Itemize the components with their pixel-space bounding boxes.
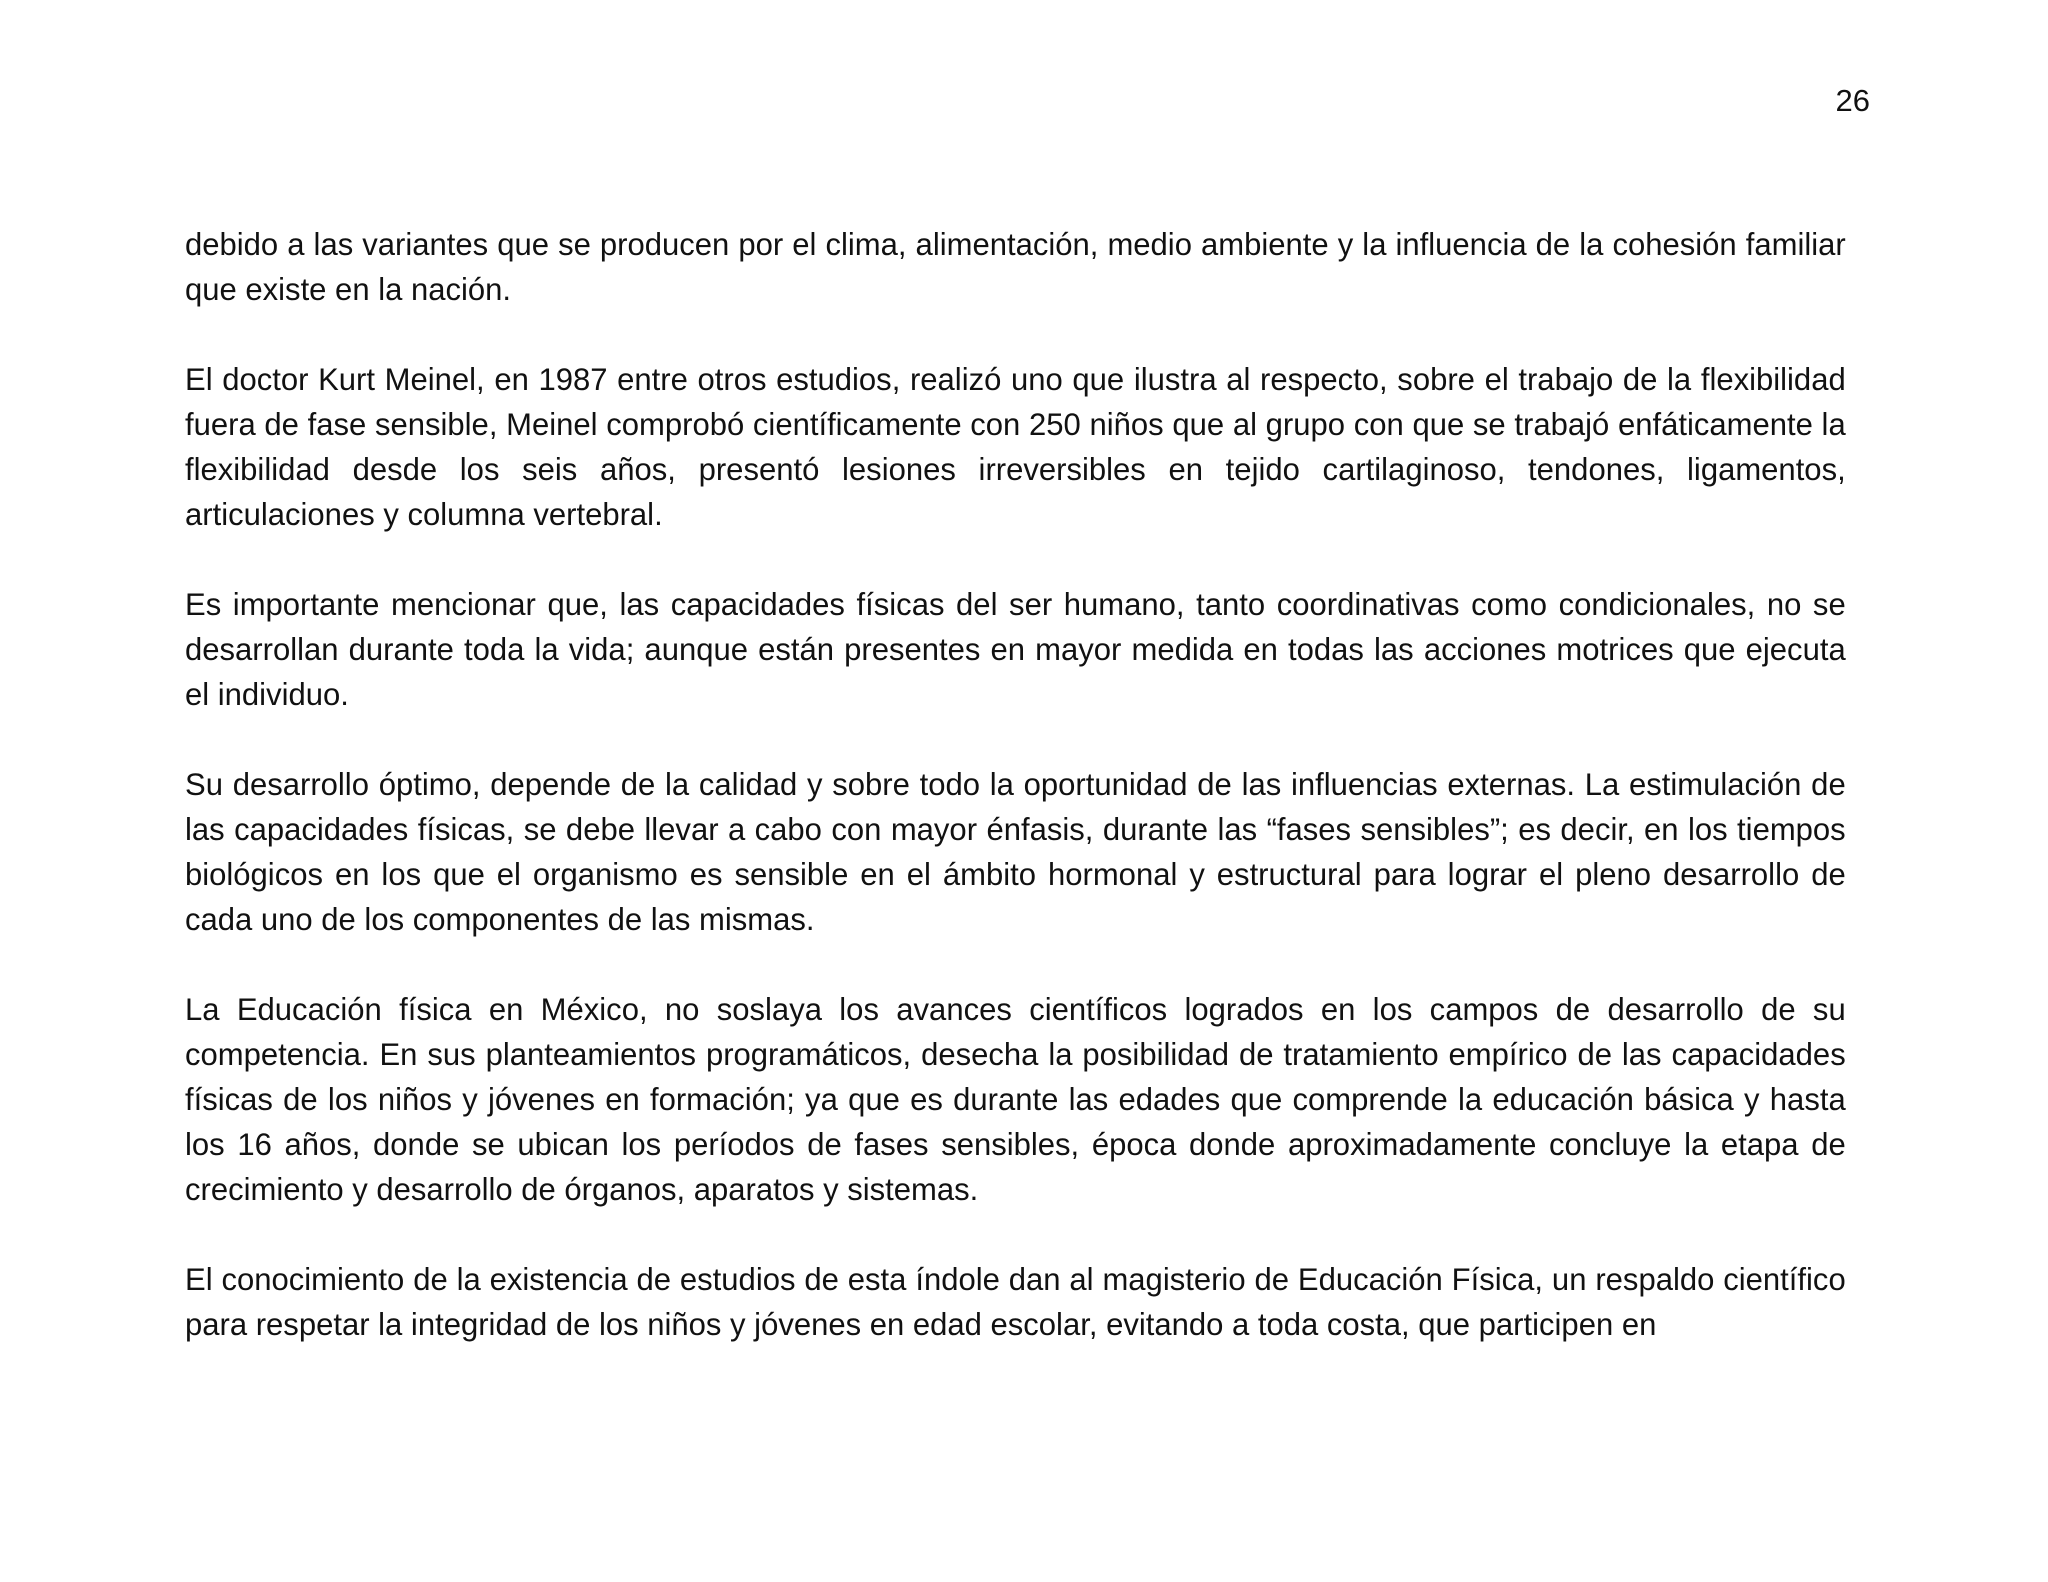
paragraph-scientific-support: El conocimiento de la existencia de estudios de esta índole dan al magisterio de Educación Física, un respaldo científico para respetar la integridad de los niños y jóvenes en edad escolar, evitando a toda costa, que participen en bbox=[185, 1261, 1846, 1342]
paragraph-physical-capacities: Es importante mencionar que, las capacidades físicas del ser humano, tanto coordinativas como condicionales, no se desarrollan durante toda la vida; aunque están presentes en mayor medida en todas las acciones motrices que ejecuta el individuo. bbox=[185, 586, 1846, 712]
paragraph-physical-education-mexico: La Educación física en México, no soslaya los avances científicos logrados en los campos de desarrollo de su competencia. En sus planteamientos programáticos, desecha la posibilidad de tratamiento empírico de las capacidades físicas de los niños y jóvenes en formación; ya que es durante las edades que comprende la educación básica y hasta los 16 años, donde se ubican los períodos de fases sensibles, época donde aproximadamente concluye la etapa de crecimiento y desarrollo de órganos, aparatos y sistemas. bbox=[185, 991, 1846, 1207]
paragraph-climate-influence: debido a las variantes que se producen por el clima, alimentación, medio ambiente y la influencia de la cohesión familiar que existe en la nación. bbox=[185, 226, 1846, 307]
body-text bbox=[185, 222, 1846, 1347]
paragraph-sensitive-phases: Su desarrollo óptimo, depende de la calidad y sobre todo la oportunidad de las influencias externas. La estimulación de las capacidades físicas, se debe llevar a cabo con mayor énfasis, durante las “fases sensibles”; es decir, en los tiempos biológicos en los que el organismo es sensible en el ámbito hormonal y estructural para lograr el pleno desarrollo de cada uno de los componentes de las mismas. bbox=[185, 766, 1846, 937]
page-number: 26 bbox=[1835, 83, 1870, 118]
paragraph-meinel-study: El doctor Kurt Meinel, en 1987 entre otros estudios, realizó uno que ilustra al respecto, sobre el trabajo de la flexibilidad fuera de fase sensible, Meinel comprobó científicamente con 250 niños que al grupo con que se trabajó enfáticamente la flexibilidad desde los seis años, presentó lesiones irreversibles en tejido cartilaginoso, tendones, ligamentos, articulaciones y columna vertebral. bbox=[185, 361, 1846, 532]
